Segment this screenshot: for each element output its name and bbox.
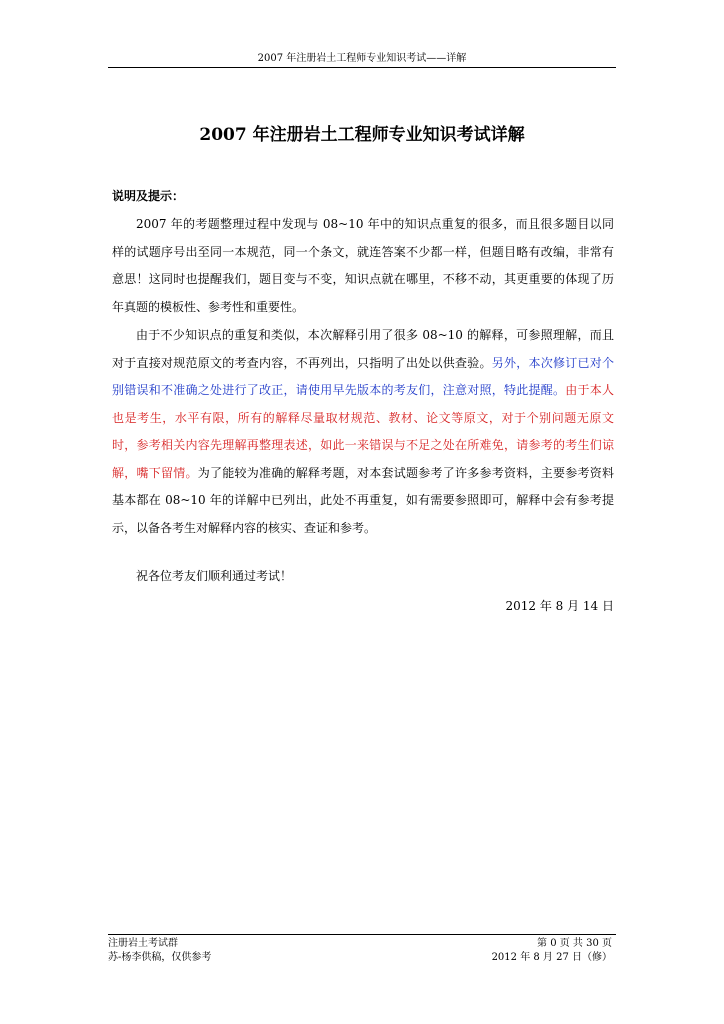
notes-paragraph (112, 322, 614, 542)
notes-text-sources: 为了能较为准确的解释考题，对本套试题参考了许多参考资料，主要参考资料基本都在 08~10 年的详解中已列出，此处不再重复，如有需要参照即可，解释中会有参考提示，以备各考生对解释内容的核实、查证和参考。 (112, 465, 614, 535)
document-title: 2007 年注册岩土工程师专业知识考试详解 (199, 125, 525, 145)
running-header-title: 2007 年注册岩土工程师专业知识考试——详解 (257, 53, 467, 64)
notes-text-disclaimer: 由于本人也是考生，水平有限，所有的解释尽量取材规范、教材、论文等原文，对于个别问题无原文时，参考相关内容先理解再整理表述，如此一来错误与不足之处在所难免，请参考的考生们谅解，嘴下留情。 (112, 383, 614, 480)
footer-group-name: 注册岩土考试群 (108, 938, 178, 949)
section-heading: 说明及提示： (112, 189, 185, 203)
footer-revision-date: 2012 年 8 月 27 日（修） (491, 952, 612, 963)
signature-date: 2012 年 8 月 14 日 (505, 599, 614, 613)
footer-divider (108, 934, 616, 935)
header-divider (108, 67, 616, 68)
notes-text-revision-notice: 另外，本次修订已对个别错误和不准确之处进行了改正，请使用早先版本的考友们，注意对照，特此提醒。 (112, 355, 614, 397)
footer-page-info: 第 0 页 共 30 页 (537, 938, 612, 949)
footer-contributor: 苏-杨李供稿，仅供参考 (108, 952, 212, 963)
intro-paragraph: 2007 年的考题整理过程中发现与 08~10 年中的知识点重复的很多，而且很多题目以同样的试题序号出至同一本规范，同一个条文，就连答案不少都一样，但题目略有改编，非常有意思！这同时也提醒我们，题目变与不变，知识点就在哪里，不移不动，其更重要的体现了历年真题的模板性、参考性和重要性。 (112, 217, 614, 314)
notes-text-reference: 由于不少知识点的重复和类似，本次解释引用了很多 08~10 的解释，可参照理解，而且对于直接对规范原文的考查内容，不再列出，只指明了出处以供查验。 (112, 328, 614, 370)
closing-wish: 祝各位考友们顺利通过考试！ (136, 569, 293, 583)
